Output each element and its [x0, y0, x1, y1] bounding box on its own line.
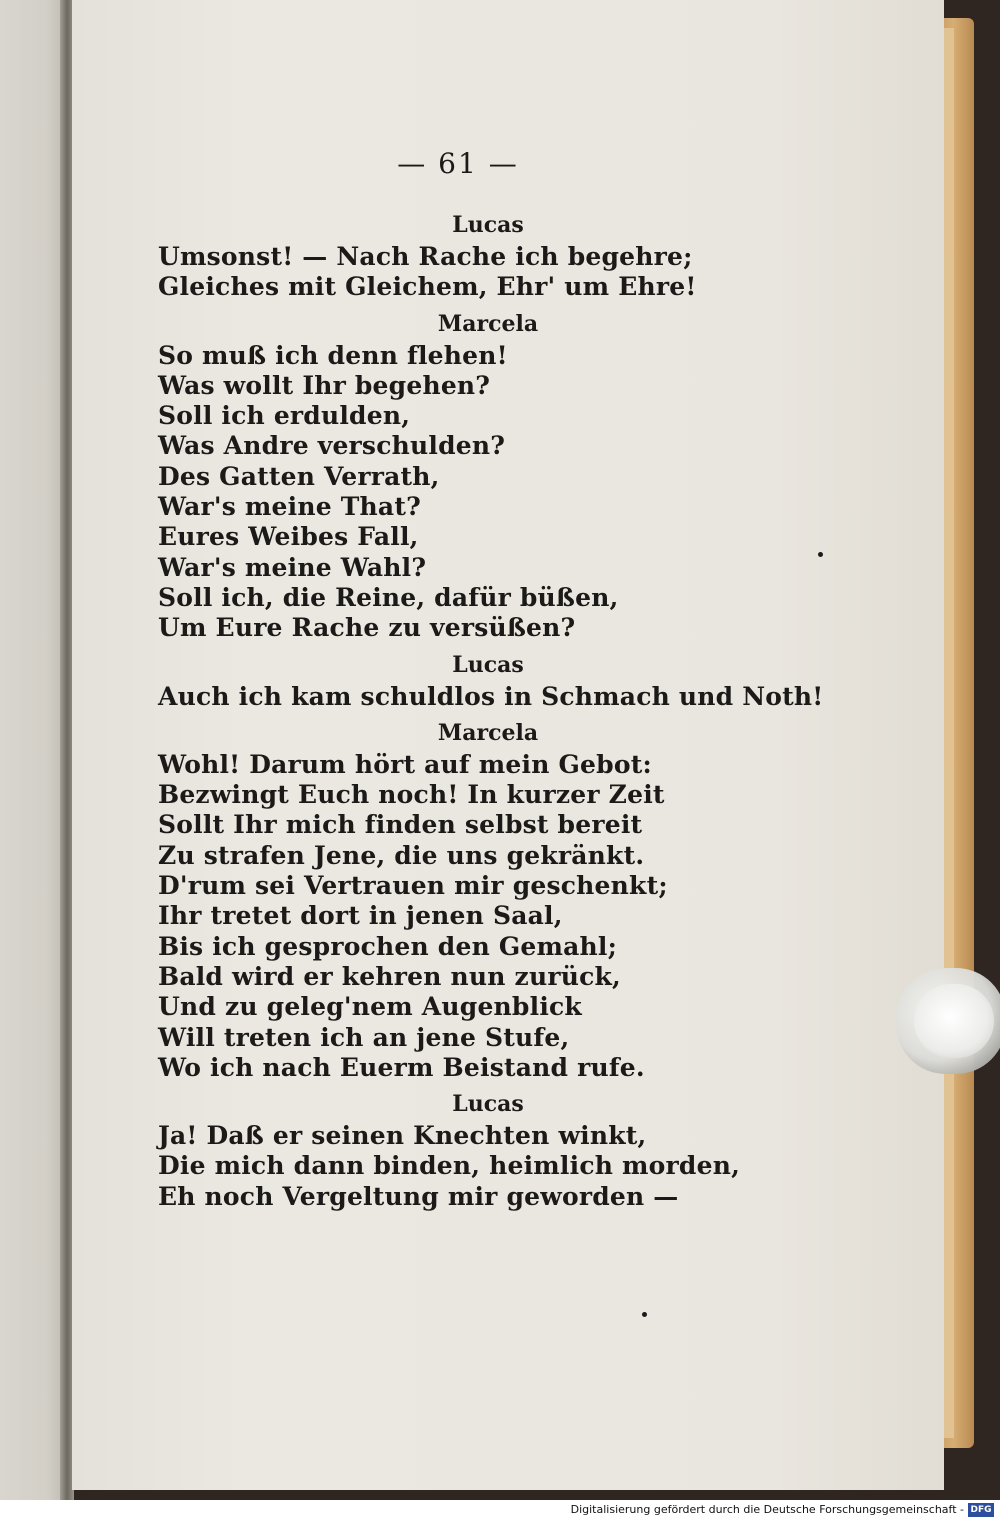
- footer-credit: Digitalisierung gefördert durch die Deutsche Forschungsgemeinschaft -: [570, 1503, 964, 1516]
- verse-line: Sollt Ihr mich finden selbst bereit: [158, 810, 643, 840]
- page-number: — 61 —: [397, 147, 519, 180]
- speech-block: [158, 1087, 858, 1212]
- verse-line: Und zu geleg'nem Augenblick: [158, 992, 582, 1022]
- verse-line: Die mich dann binden, heimlich morden,: [158, 1151, 740, 1181]
- speech-block: [158, 716, 858, 1083]
- verse-line: Soll ich erdulden,: [158, 401, 411, 431]
- ink-speck: [642, 1312, 647, 1317]
- verse-line: War's meine That?: [158, 492, 421, 522]
- verse-line: Will treten ich an jene Stufe,: [158, 1022, 570, 1052]
- verse-line: Was wollt Ihr begehen?: [158, 370, 491, 400]
- verse-line: Ihr tretet dort in jenen Saal,: [158, 901, 563, 931]
- verse-line: Ja! Daß er seinen Knechten winkt,: [158, 1121, 647, 1151]
- speaker-name: Lucas: [452, 1091, 524, 1118]
- speech-block: [158, 307, 858, 644]
- speech-block: [158, 648, 858, 712]
- verse-line: Auch ich kam schuldlos in Schmach und Noth!: [158, 681, 824, 711]
- ink-speck: [818, 552, 823, 557]
- verse-line: D'rum sei Vertrauen mir geschenkt;: [158, 871, 668, 901]
- verse-line: Eh noch Vergeltung mir geworden —: [158, 1181, 679, 1211]
- left-page-edge: [0, 0, 68, 1500]
- verse-line: Bis ich gesprochen den Gemahl;: [158, 931, 618, 961]
- verse-line: Gleiches mit Gleichem, Ehr' um Ehre!: [158, 272, 697, 302]
- speech-block: [158, 208, 858, 303]
- verse-line: Des Gatten Verrath,: [158, 461, 440, 491]
- speaker-name: Marcela: [437, 719, 539, 746]
- verse-line: Wohl! Darum hört auf mein Gebot:: [158, 749, 652, 779]
- verse-line: Bezwingt Euch noch! In kurzer Zeit: [158, 780, 665, 810]
- verse-line: Um Eure Rache zu versüßen?: [158, 613, 576, 643]
- verse-line: Was Andre verschulden?: [158, 431, 506, 461]
- verse-line: Zu strafen Jene, die uns gekränkt.: [158, 840, 645, 870]
- verse-line: War's meine Wahl?: [158, 552, 427, 582]
- page-text: [158, 140, 858, 1212]
- verse-line: So muß ich denn flehen!: [158, 340, 508, 370]
- page-stack-highlight: [944, 28, 954, 1438]
- dfg-logo: DFG: [968, 1503, 994, 1517]
- digitization-footer: [0, 1500, 1000, 1521]
- verse-line: Eures Weibes Fall,: [158, 522, 419, 552]
- verse-line: Umsonst! — Nach Rache ich begehre;: [158, 242, 693, 271]
- speaker-name: Lucas: [452, 212, 524, 238]
- verse-line: Soll ich, die Reine, dafür büßen,: [158, 582, 619, 612]
- page-clip-highlight: [914, 984, 994, 1058]
- verse-line: Wo ich nach Euerm Beistand rufe.: [158, 1052, 645, 1082]
- verse-line: Bald wird er kehren nun zurück,: [158, 961, 621, 991]
- speaker-name: Lucas: [452, 651, 524, 678]
- speaker-name: Marcela: [437, 310, 539, 337]
